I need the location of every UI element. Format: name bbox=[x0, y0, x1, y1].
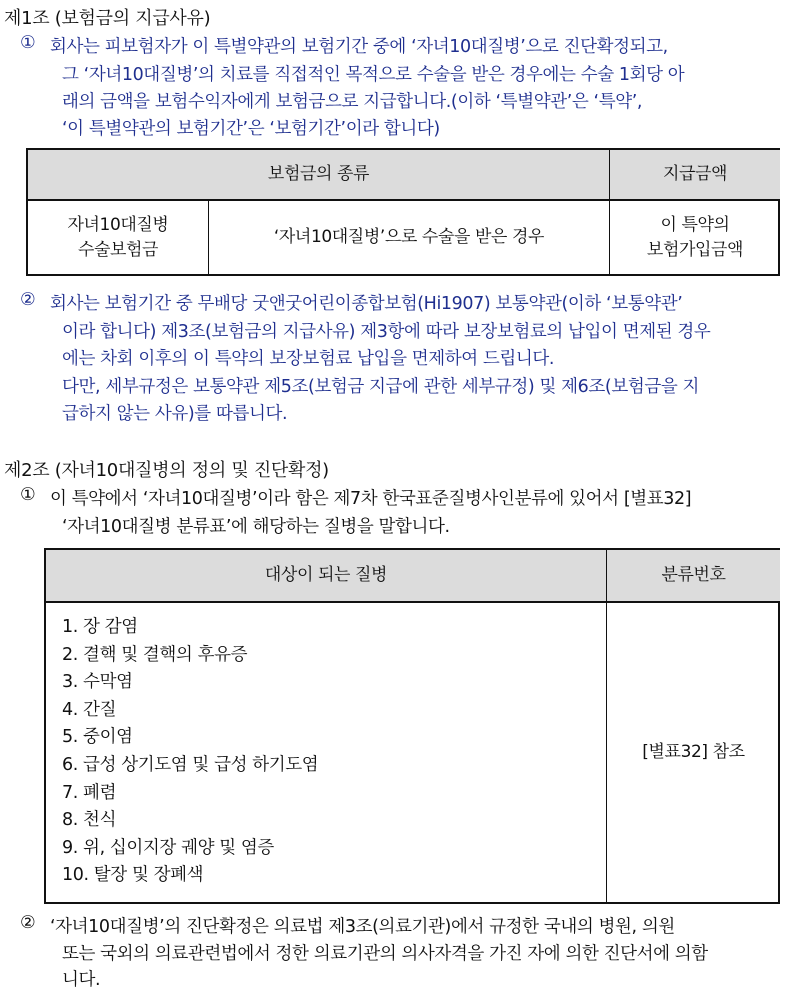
article2-para2-line: 니다. bbox=[62, 970, 101, 990]
list-item: 8. 천식 bbox=[62, 810, 117, 831]
article2-para2-line: 또는 국외의 의료관련법에서 정한 의료기관의 의사자격을 가진 자에 의한 진단서에 의함 bbox=[62, 944, 708, 964]
article1-para1-line: 그 ‘자녀10대질병’의 치료를 직접적인 목적으로 수술을 받은 경우에는 수술 1회당 아 bbox=[62, 65, 685, 85]
disease-list bbox=[62, 614, 318, 890]
list-item: 1. 장 감염 bbox=[62, 617, 138, 637]
article1-para2-line: 에는 차회 이후의 이 특약의 보장보험료 납입을 면제하여 드립니다. bbox=[62, 349, 555, 369]
list-item: 2. 결핵 및 결핵의 후유증 bbox=[62, 644, 248, 665]
list-item: 5. 중이염 bbox=[62, 727, 133, 748]
disease-table-code-ref: [별표32] 참조 bbox=[642, 742, 745, 763]
article1-para1-marker: ① bbox=[20, 33, 36, 53]
article1-para1-line: ‘이 특별약관의 보험기간’은 ‘보험기간’이라 합니다) bbox=[62, 119, 440, 139]
list-item: 3. 수막염 bbox=[62, 672, 133, 693]
article1-para2-line: 급하지 않는 사유)를 따릅니다. bbox=[62, 404, 288, 424]
article1-para2-line: 회사는 보험기간 중 무배당 굿앤굿어린이종합보험(Hi1907) 보통약관(이하 ‘보통약관’ bbox=[50, 294, 683, 314]
article2-para1-marker: ① bbox=[20, 485, 36, 505]
list-item: 10. 탈장 및 장폐색 bbox=[62, 865, 204, 886]
benefit-table-row-amount: 이 특약의 보험가입금액 bbox=[646, 214, 744, 260]
article1-para2-line: 다만, 세부규정은 보통약관 제5조(보험금 지급에 관한 세부규정) 및 제6조(보험금을 지 bbox=[62, 377, 700, 397]
article1-title: 제1조 (보험금의 지급사유) bbox=[4, 8, 211, 29]
list-item: 6. 급성 상기도염 및 급성 하기도염 bbox=[62, 754, 319, 775]
benefit-table bbox=[26, 148, 780, 276]
article1-para1-line: 래의 금액을 보험수익자에게 보험금으로 지급합니다.(이하 ‘특별약관’은 ‘특약’, bbox=[62, 92, 643, 112]
article2-title: 제2조 (자녀10대질병의 정의 및 진단확정) bbox=[4, 460, 329, 481]
benefit-table-header-amount: 지급금액 bbox=[610, 150, 780, 199]
disease-table-header-disease: 대상이 되는 질병 bbox=[46, 550, 606, 601]
benefit-table-row-condition: ‘자녀10대질병’으로 수술을 받은 경우 bbox=[273, 227, 545, 248]
article1-para1-line: 회사는 피보험자가 이 특별약관의 보험기간 중에 ‘자녀10대질병’으로 진단확정되고, bbox=[50, 37, 668, 57]
article2-para2-line: ‘자녀10대질병’의 진단확정은 의료법 제3조(의료기관)에서 규정한 국내의 병원, 의원 bbox=[50, 917, 675, 937]
article1-para2-marker: ② bbox=[20, 290, 36, 310]
benefit-table-header-kind: 보험금의 종류 bbox=[28, 150, 609, 199]
list-item: 9. 위, 십이지장 궤양 및 염증 bbox=[62, 837, 274, 858]
list-item: 4. 간질 bbox=[62, 699, 117, 720]
article2-para2-marker: ② bbox=[20, 913, 36, 933]
benefit-table-row-name: 자녀10대질병 수술보험금 bbox=[67, 214, 169, 260]
list-item: 7. 폐렴 bbox=[62, 782, 117, 803]
article2-para1-line: ‘자녀10대질병 분류표’에 해당하는 질병을 말합니다. bbox=[62, 517, 450, 537]
disease-table-header-code: 분류번호 bbox=[607, 550, 780, 601]
article2-para1-line: 이 특약에서 ‘자녀10대질병’이라 함은 제7차 한국표준질병사인분류에 있어서 [별표32] bbox=[50, 489, 692, 509]
article1-para2-line: 이라 합니다) 제3조(보험금의 지급사유) 제3항에 따라 보장보험료의 납입이 면제된 경우 bbox=[62, 322, 711, 342]
